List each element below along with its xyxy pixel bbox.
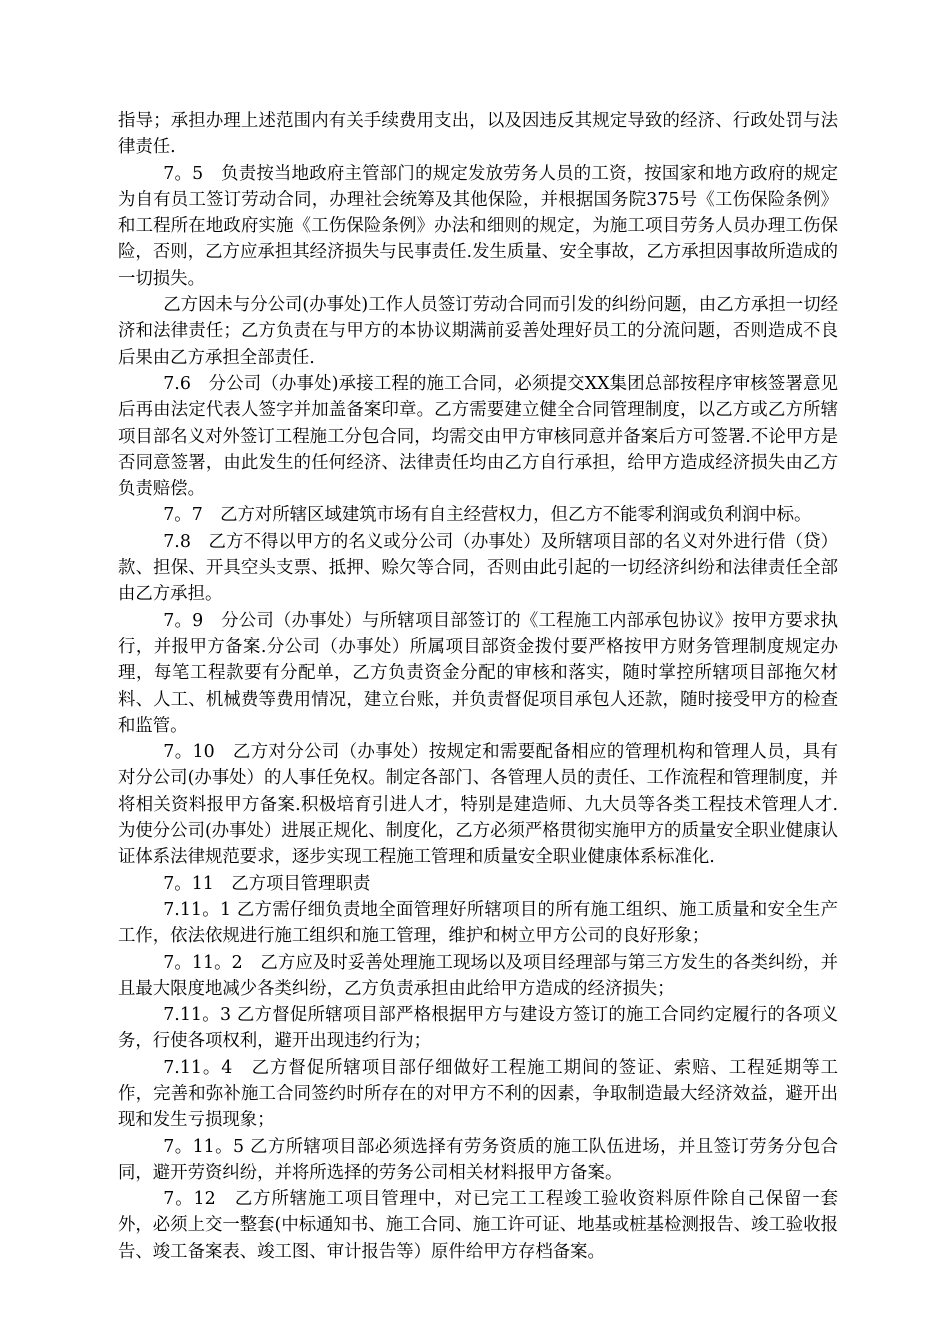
paragraph-clause-7-10: 7。10 乙方对分公司（办事处）按规定和需要配备相应的管理机构和管理人员，具有对分公司(办事处）的人事任免权。制定各部门、各管理人员的责任、工作流程和管理制度，并将相关资料报甲方备案.积极培育引进人才，特别是建造师、九大员等各类工程技术管理人才.为使分公司(办事处）进展正规化、制度化，乙方必须严格贯彻实施甲方的质量安全职业健康认证体系法律规范要求，逐步实现工程施工管理和质量安全职业健康体系标准化. xyxy=(118,742,838,868)
paragraph-clause-7-5: 7。5 负责按当地政府主管部门的规定发放劳务人员的工资，按国家和地方政府的规定为自有员工签订劳动合同，办理社会统筹及其他保险，并根据国务院375号《工伤保险条例》和工程所在地政府实施《工伤保险条例》办法和细则的规定，为施工项目劳务人员办理工伤保险，否则，乙方应承担其经济损失与民事责任.发生质量、安全事故，乙方承担因事故所造成的一切损失。 xyxy=(118,163,838,289)
paragraph-clause-7-12: 7。12 乙方所辖施工项目管理中，对已完工工程竣工验收资料原件除自己保留一套外，必须上交一整套(中标通知书、施工合同、施工许可证、地基或桩基检测报告、竣工验收报告、竣工备案表、竣工图、审计报告等）原件给甲方存档备案。 xyxy=(118,1189,838,1262)
paragraph-clause-7-11-3: 7.11。3 乙方督促所辖项目部严格根据甲方与建设方签订的施工合同约定履行的各项义务，行使各项权利，避开出现违约行为； xyxy=(118,1005,838,1052)
document-body xyxy=(118,108,838,1265)
paragraph-clause-7-11: 7。11 乙方项目管理职责 xyxy=(163,873,371,894)
paragraph-clause-7-11-5: 7。11。5 乙方所辖项目部必须选择有劳务资质的施工队伍进场，并且签订劳务分包合同，避开劳资纠纷，并将所选择的劳务公司相关材料报甲方备案。 xyxy=(118,1136,838,1183)
paragraph-clause-7-11-1: 7.11。1 乙方需仔细负责地全面管理好所辖项目的所有施工组织、施工质量和安全生产工作，依法依规进行施工组织和施工管理，维护和树立甲方公司的良好形象； xyxy=(118,899,838,947)
paragraph-clause-7-9: 7。9 分公司（办事处）与所辖项目部签订的《工程施工内部承包协议》按甲方要求执行，并报甲方备案.分公司（办事处）所属项目部资金拨付要严格按甲方财务管理制度规定办理，每笔工程款要有分配单，乙方负责资金分配的审核和落实，随时掌控所辖项目部拖欠材料、人工、机械费等费用情况，建立台账，并负责督促项目承包人还款，随时接受甲方的检查和监管。 xyxy=(118,610,838,736)
paragraph-clause-7-6: 7.6 分公司（办事处)承接工程的施工合同，必须提交XX集团总部按程序审核签署意见后再由法定代表人签字并加盖备案印章。乙方需要建立健全合同管理制度，以乙方或乙方所辖项目部名义对外签订工程施工分包合同，均需交由甲方审核同意并备案后方可签署.不论甲方是否同意签署，由此发生的任何经济、法律责任均由乙方自行承担，给甲方造成经济损失由乙方负责赔偿。 xyxy=(118,373,838,500)
paragraph-clause-7-8: 7.8 乙方不得以甲方的名义或分公司（办事处）及所辖项目部的名义对外进行借（贷）款、担保、开具空头支票、抵押、赊欠等合同，否则由此引起的一切经济纠纷和法律责任全部由乙方承担。 xyxy=(118,531,838,605)
paragraph-clause-7-11-4: 7.11。4 乙方督促所辖项目部仔细做好工程施工期间的签证、索赔、工程延期等工作，完善和弥补施工合同签约时所存在的对甲方不利的因素，争取制造最大经济效益，避开出现和发生亏损现象； xyxy=(118,1057,838,1131)
paragraph-labor-contract: 乙方因未与分公司(办事处)工作人员签订劳动合同而引发的纠纷问题，由乙方承担一切经济和法律责任；乙方负责在与甲方的本协议期满前妥善处理好员工的分流问题，否则造成不良后果由乙方承担全部责任. xyxy=(118,295,838,368)
paragraph-clause-7-7: 7。7 乙方对所辖区域建筑市场有自主经营权力，但乙方不能零利润或负利润中标。 xyxy=(163,505,812,526)
paragraph-clause-7-11-2: 7。11。2 乙方应及时妥善处理施工现场以及项目经理部与第三方发生的各类纠纷，并且最大限度地减少各类纠纷，乙方负责承担由此给甲方造成的经济损失； xyxy=(118,952,838,999)
paragraph-continuation: 指导；承担办理上述范围内有关手续费用支出，以及因违反其规定导致的经济、行政处罚与法律责任. xyxy=(118,111,838,158)
